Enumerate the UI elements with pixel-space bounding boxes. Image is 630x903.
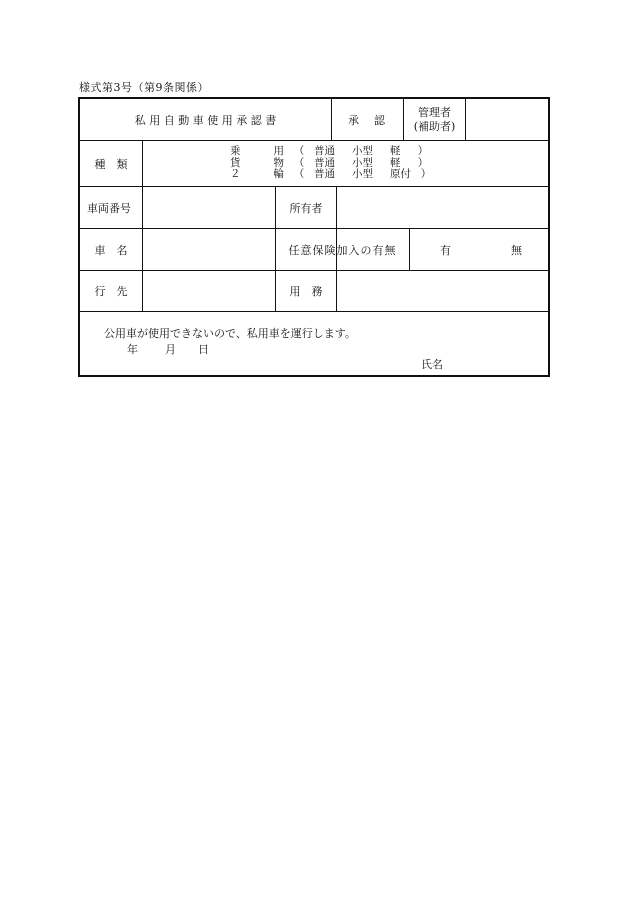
option-moped: 原付 <box>390 168 411 181</box>
paren-close: ） <box>420 168 432 181</box>
option-small: 小型 <box>352 168 373 181</box>
paren-open: （ <box>293 156 305 169</box>
paren-open: （ <box>293 168 305 181</box>
manager-label <box>404 99 465 140</box>
business-label: 用 務 <box>289 285 323 298</box>
option-normal: 普通 <box>314 156 335 169</box>
kind-name: 乗 用 <box>230 145 284 158</box>
approval-form <box>78 97 550 377</box>
paren-close: ） <box>417 156 429 169</box>
statement-text: 公用車が使用できないので、私用車を運行します。 <box>104 327 356 340</box>
approval-stamp-field[interactable] <box>466 99 548 140</box>
destination-field[interactable] <box>143 271 275 311</box>
insurance-label: 任意保険加入の有無 <box>288 243 397 257</box>
form-number: 様式第3号（第9条関係） <box>79 81 209 94</box>
option-light: 軽 <box>390 156 401 169</box>
option-light: 軽 <box>390 145 401 158</box>
kind-name: 貨 物 <box>230 156 284 169</box>
car-name-label: 車 名 <box>94 243 128 257</box>
approval-label: 承 認 <box>348 113 387 127</box>
plate-number-label: 車両番号 <box>87 201 131 215</box>
option-small: 小型 <box>352 145 373 158</box>
kind-name: ２ 輪 <box>230 168 284 181</box>
owner-field[interactable] <box>337 187 548 228</box>
manager-line: 管理者 <box>418 105 451 119</box>
paren-close: ） <box>417 145 429 158</box>
option-normal: 普通 <box>314 145 335 158</box>
signature-label: 氏名 <box>421 358 443 371</box>
insurance-no-option[interactable]: 無 <box>511 243 522 257</box>
insurance-yes-option[interactable]: 有 <box>440 243 451 257</box>
form-title: 私 用 自 動 車 使 用 承 認 書 <box>134 113 277 127</box>
col-divider <box>409 229 410 271</box>
option-small: 小型 <box>352 156 373 169</box>
plate-number-field[interactable] <box>143 187 275 228</box>
business-field[interactable] <box>337 271 548 311</box>
kind-label: 種 類 <box>94 157 128 171</box>
row-divider <box>80 311 548 312</box>
destination-label: 行 先 <box>94 285 128 298</box>
date-year-label: 年 <box>127 343 138 356</box>
car-name-field[interactable] <box>143 229 275 270</box>
kind-option-row <box>230 169 434 181</box>
date-month-label: 月 <box>165 343 176 356</box>
owner-label: 所有者 <box>289 201 323 215</box>
paren-open: （ <box>293 145 305 158</box>
vehicle-kind-options[interactable] <box>230 141 490 186</box>
option-normal: 普通 <box>314 168 335 181</box>
assistant-line: (補助者) <box>413 119 456 133</box>
date-day-label: 日 <box>198 343 209 356</box>
